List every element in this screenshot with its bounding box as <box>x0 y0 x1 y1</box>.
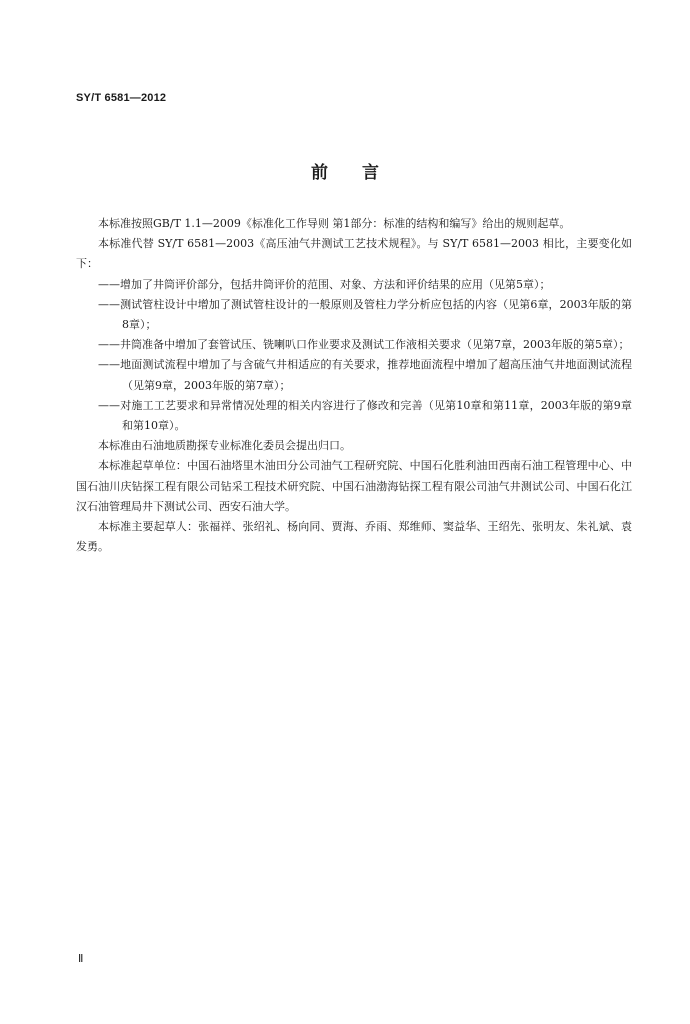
page-title: 前言 <box>311 163 413 183</box>
page-number: Ⅱ <box>78 953 84 965</box>
change-item: ——测试管柱设计中增加了测试管柱设计的一般原则及管柱力学分析应包括的内容（见第6章，2003年版的第8章）； <box>98 297 632 332</box>
change-item: ——地面测试流程中增加了与含硫气井相适应的有关要求，推荐地面流程中增加了超高压油气井地面测试流程（见第9章，2003年版的第7章）； <box>98 358 632 392</box>
paragraph-replacement: 本标准代替 SY/T 6581—2003《高压油气井测试工艺技术规程》。与 SY/T 6581—2003 相比，主要变化如下： <box>76 237 632 271</box>
paragraph-committee: 本标准由石油地质勘探专业标准化委员会提出归口。 <box>98 439 351 453</box>
paragraph-drafting-rules: 本标准按照GB/T 1.1—2009《标准化工作导则 第1部分：标准的结构和编写》给出的规则起草。 <box>98 217 571 230</box>
foreword-body <box>76 214 632 557</box>
change-item: ——对施工工艺要求和异常情况处理的相关内容进行了修改和完善（见第10章和第11章，2003年版的第9章和第10章）。 <box>98 398 632 433</box>
paragraph-drafters: 本标准主要起草人：张福祥、张绍礼、杨向同、贾海、乔雨、郑维师、窦益华、王绍先、张明友、朱礼斌、袁发勇。 <box>76 520 632 554</box>
paragraph-drafting-units: 本标准起草单位：中国石油塔里木油田分公司油气工程研究院、中国石化胜利油田西南石油工程管理中心、中国石油川庆钻探工程有限公司钻采工程技术研究院、中国石油渤海钻探工程有限公司油气井测试公司、中国石化江汉石油管理局井下测试公司、西安石油大学。 <box>76 459 632 513</box>
change-item: ——井筒准备中增加了套管试压、铣喇叭口作业要求及测试工作液相关要求（见第7章，2003年版的第5章）； <box>98 338 630 352</box>
standard-code: SY/T 6581—2012 <box>76 92 167 104</box>
change-item: ——增加了井筒评价部分，包括井筒评价的范围、对象、方法和评价结果的应用（见第5章）； <box>98 277 551 291</box>
